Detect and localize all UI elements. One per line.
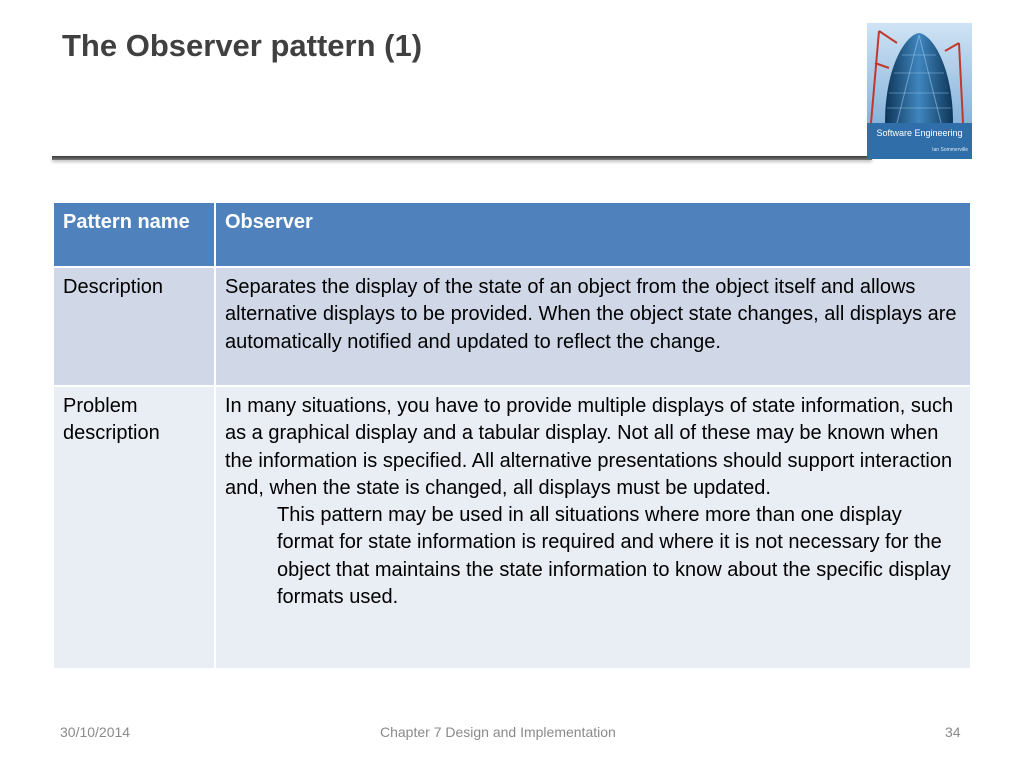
footer-date: 30/10/2014 [60,724,131,740]
table-row [53,267,971,386]
cover-author: Ian Sommerville [932,147,968,153]
description-label: Description [53,267,215,386]
pattern-name-label: Pattern name [53,202,215,267]
description-text: Separates the display of the state of an object from the object itself and allows alternative displays to be provided. When the object state changes, all displays are automatically notified and updated to reflect the change. [215,267,971,386]
pattern-name-value: Observer [215,202,971,267]
table-row [53,386,971,669]
pattern-table [52,201,972,670]
book-cover-image [867,23,972,159]
problem-description-label: Problem description [53,386,215,669]
problem-description-text: In many situations, you have to provide multiple displays of state information, such as a graphical display and a tabular display. Not all of these may be known when the information is specified. All alternative presentations should support interaction and, when the state is changed, all displays must be updated. [225,395,954,499]
footer-chapter: Chapter 7 Design and Implementation [380,724,616,740]
gherkin-building-icon [867,23,972,159]
cover-title: Software Engineering [876,128,963,138]
page-number: 34 [945,724,961,740]
problem-description-text-2: This pattern may be used in all situations where more than one display format for state information is required and where it is not necessary for the object that maintains the state information to know about the specific display formats used. [277,504,951,609]
problem-description-cell [215,386,971,669]
title-divider [52,156,872,160]
table-header-row [53,202,971,267]
slide-title: The Observer pattern (1) [62,28,423,63]
